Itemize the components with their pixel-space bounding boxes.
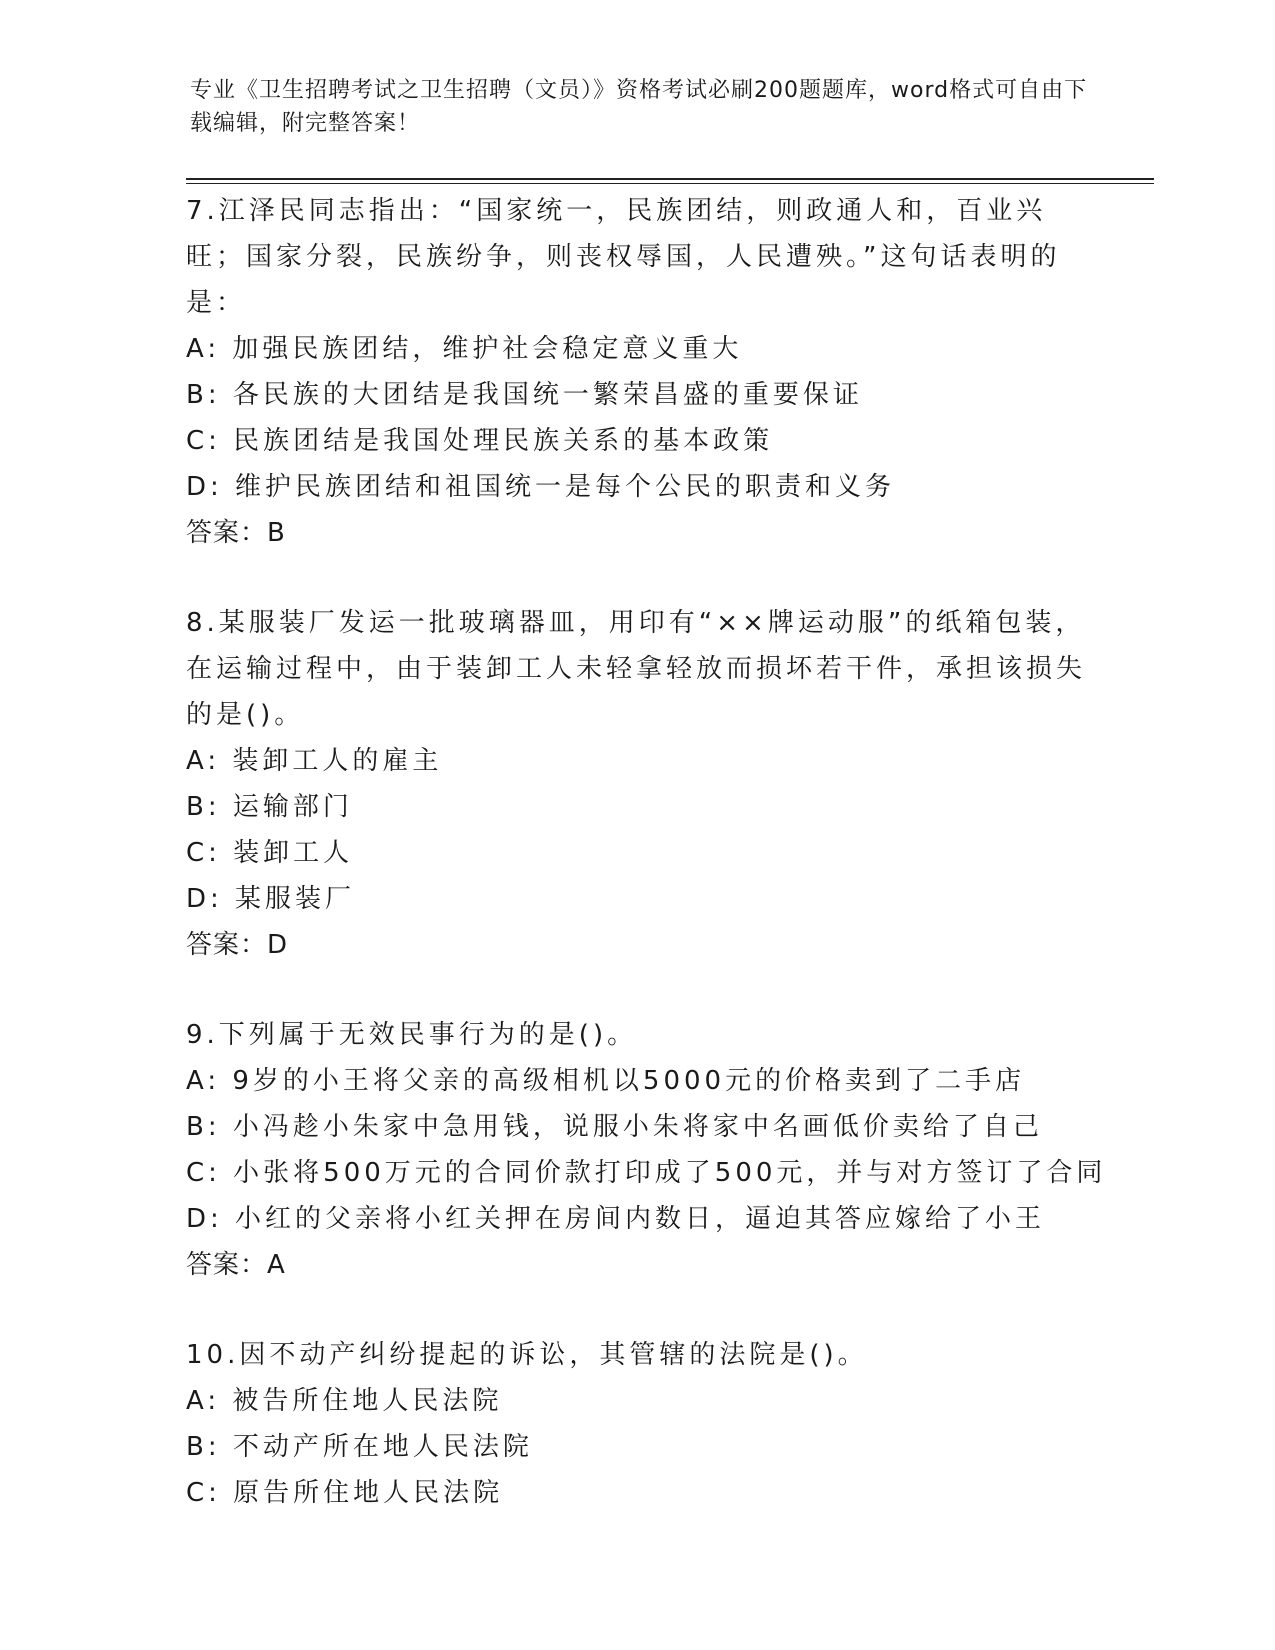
question-stem: 7.江泽民同志指出：“国家统一，民族团结，则政通人和，百业兴旺；国家分裂，民族纷争，则丧权辱国，人民遭殃。”这句话表明的是：	[186, 196, 1061, 318]
option-b: B: 小冯趁小朱家中急用钱，说服小朱将家中名画低价卖给了自己	[186, 1112, 1043, 1142]
option-d: D: 小红的父亲将小红关押在房间内数日，逼迫其答应嫁给了小王	[186, 1204, 1046, 1234]
option-b: B: 各民族的大团结是我国统一繁荣昌盛的重要保证	[186, 380, 863, 410]
option-c: C: 装卸工人	[186, 838, 354, 868]
question-10	[186, 1332, 1086, 1516]
option-a: A: 被告所住地人民法院	[186, 1386, 503, 1416]
option-b: B: 运输部门	[186, 792, 353, 822]
question-9	[186, 1012, 1107, 1288]
option-c: C: 原告所住地人民法院	[186, 1478, 504, 1508]
option-d: D: 维护民族团结和祖国统一是每个公民的职责和义务	[186, 472, 896, 502]
question-spacer	[186, 1288, 1086, 1332]
question-stem: 8.某服装厂发运一批玻璃器皿，用印有“××牌运动服”的纸箱包装，在运输过程中，由于装卸工人未轻拿轻放而损坏若干件，承担该损失的是()。	[186, 608, 1087, 730]
option-c: C: 小张将500万元的合同价款打印成了500元，并与对方签订了合同	[186, 1158, 1107, 1188]
header-rule-thin	[186, 183, 1154, 184]
answer-line: 答案：D	[186, 930, 289, 960]
option-a: A: 加强民族团结，维护社会稳定意义重大	[186, 334, 743, 364]
question-stem: 10.因不动产纠纷提起的诉讼，其管辖的法院是()。	[186, 1340, 868, 1370]
answer-line: 答案：A	[186, 1250, 286, 1280]
question-7	[186, 188, 1086, 556]
page-header: 专业《卫生招聘考试之卫生招聘（文员）》资格考试必刷200题题库，word格式可自由下载编辑，附完整答案！	[190, 78, 1088, 136]
option-a: A: 9岁的小王将父亲的高级相机以5000元的价格卖到了二手店	[186, 1066, 1026, 1096]
question-spacer	[186, 968, 1086, 1012]
answer-line: 答案：B	[186, 518, 286, 548]
question-8	[186, 600, 1086, 968]
question-stem: 9.下列属于无效民事行为的是()。	[186, 1020, 638, 1050]
question-spacer	[186, 556, 1086, 600]
option-a: A: 装卸工人的雇主	[186, 746, 443, 776]
question-list	[186, 188, 1107, 1516]
header-rule-thick	[186, 178, 1154, 180]
option-b: B: 不动产所在地人民法院	[186, 1432, 533, 1462]
option-d: D: 某服装厂	[186, 884, 356, 914]
option-c: C: 民族团结是我国处理民族关系的基本政策	[186, 426, 774, 456]
